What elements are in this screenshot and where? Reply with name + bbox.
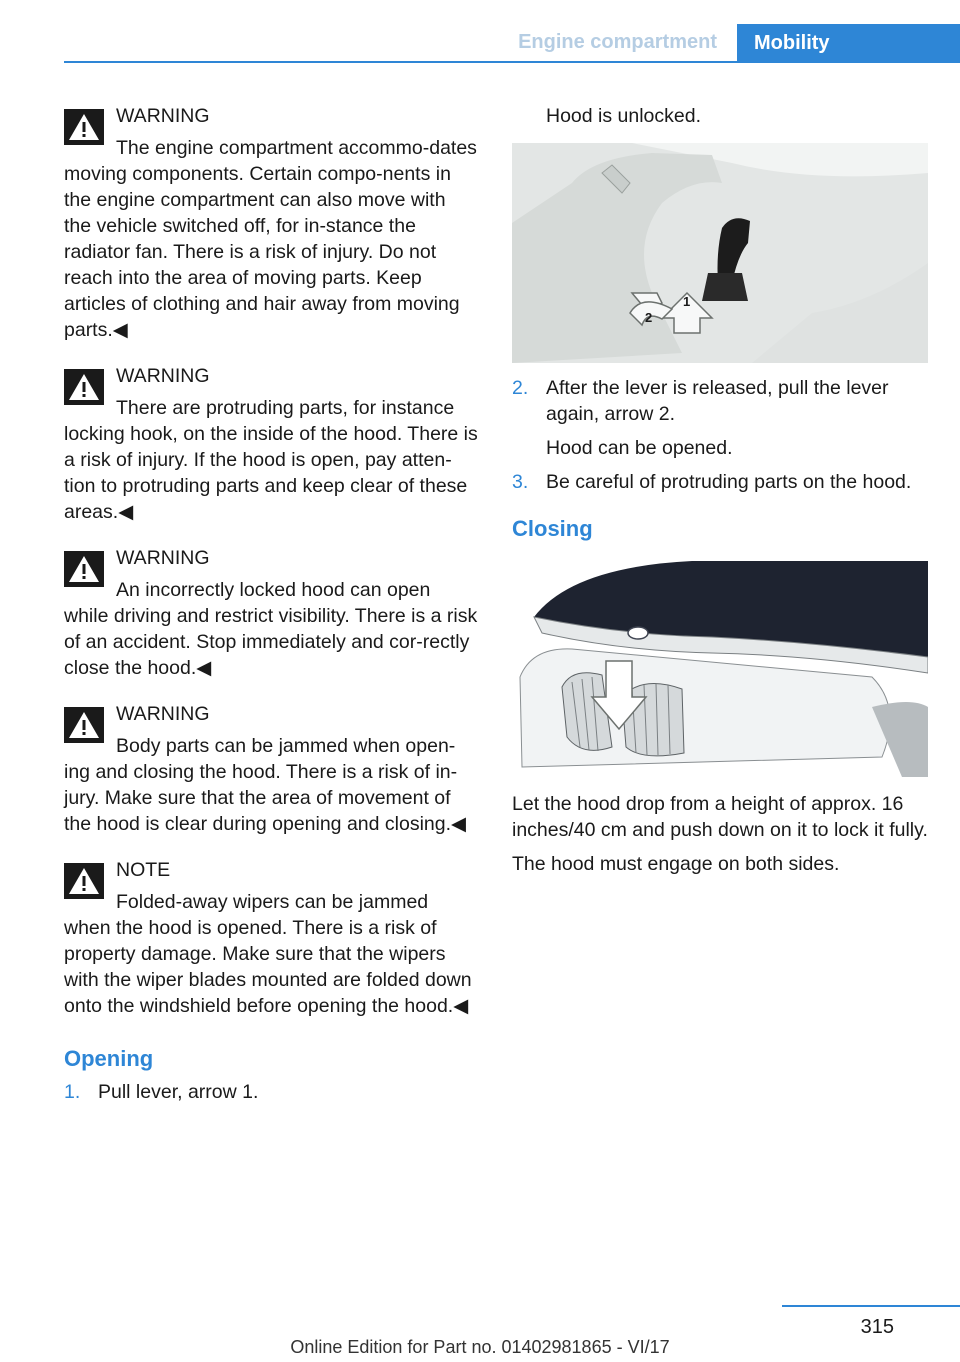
callout-text: Body parts can be jammed when open-ing and closing the hood. There is a risk of in-jury. Make sure that the area of movement of the hood is clear during opening and closing.◀ [64,735,467,835]
warning-callout [64,701,478,837]
callout-label: WARNING [116,703,210,725]
right-column [512,103,928,877]
warning-callout [64,103,478,343]
arrow-2-label: 2 [645,310,653,325]
warning-callout [64,363,478,525]
closing-paragraph: Let the hood drop from a height of approx. 16 inches/40 cm and push down on it to lock it fully. [512,793,928,841]
warning-triangle-icon [64,863,104,899]
hood-closing-drawing [512,557,928,777]
list-item [64,1079,478,1105]
closing-paragraph: The hood must engage on both sides. [512,853,840,875]
warning-triangle-icon [64,369,104,405]
arrow-1-label: 1 [683,294,691,309]
closing-heading: Closing [512,516,593,541]
footer-rule [782,1305,960,1307]
callout-label: NOTE [116,859,171,881]
step-text: Pull lever, arrow 1. [98,1081,259,1103]
header-section-title: Engine compartment [518,31,717,53]
callout-text: An incorrectly locked hood can open while driving and restrict visibility. There is a risk of an accident. Stop immediately and cor-rectly close the hood.◀ [64,579,478,679]
step-number: 1. [64,1081,81,1103]
step-result: Hood can be opened. [546,437,733,459]
step-text: After the lever is released, pull the lever again, arrow 2. [546,377,889,425]
list-item [512,469,928,495]
left-column [64,103,478,1113]
callout-text: Folded-away wipers can be jammed when the hood is opened. There is a risk of property damage. Make sure that the wipers with the wiper blades mounted are folded down onto the windshield before opening the hood.◀ [64,891,472,1017]
callout-text: The engine compartment accommo-dates moving components. Certain compo-nents in the engine compartment can also move with the vehicle switched off, for in-stance the radiator fan. There is a risk of injury. Do not reach into the area of moving parts. Keep articles of clothing and hair away from moving parts.◀ [64,137,477,341]
footer-edition: Online Edition for Part no. 01402981865 - VI/17 [290,1337,670,1357]
hood-closing-illustration [512,557,928,777]
warning-triangle-icon [64,551,104,587]
list-item [512,375,928,427]
page-header [0,24,960,62]
page-number: 315 [860,1316,894,1338]
warning-triangle-icon [64,109,104,145]
callout-label: WARNING [116,105,210,127]
warning-callout [64,545,478,681]
header-chapter-tab: Mobility [737,24,960,62]
callout-label: WARNING [116,365,210,387]
note-callout [64,857,478,1019]
warning-triangle-icon [64,707,104,743]
step-number: 2. [512,377,529,399]
step-result: Hood is unlocked. [546,105,702,127]
step-number: 3. [512,471,529,493]
callout-text: There are protruding parts, for instance locking hook, on the inside of the hood. There is a risk of injury. If the hood is open, pay atten-tion to protruding parts and keep clear of these areas.◀ [64,397,478,523]
hood-release-lever-illustration [512,143,928,363]
callout-label: WARNING [116,547,210,569]
hood-lever-drawing [512,143,928,363]
step-text: Be careful of protruding parts on the hood. [546,471,912,493]
opening-heading: Opening [64,1046,154,1071]
